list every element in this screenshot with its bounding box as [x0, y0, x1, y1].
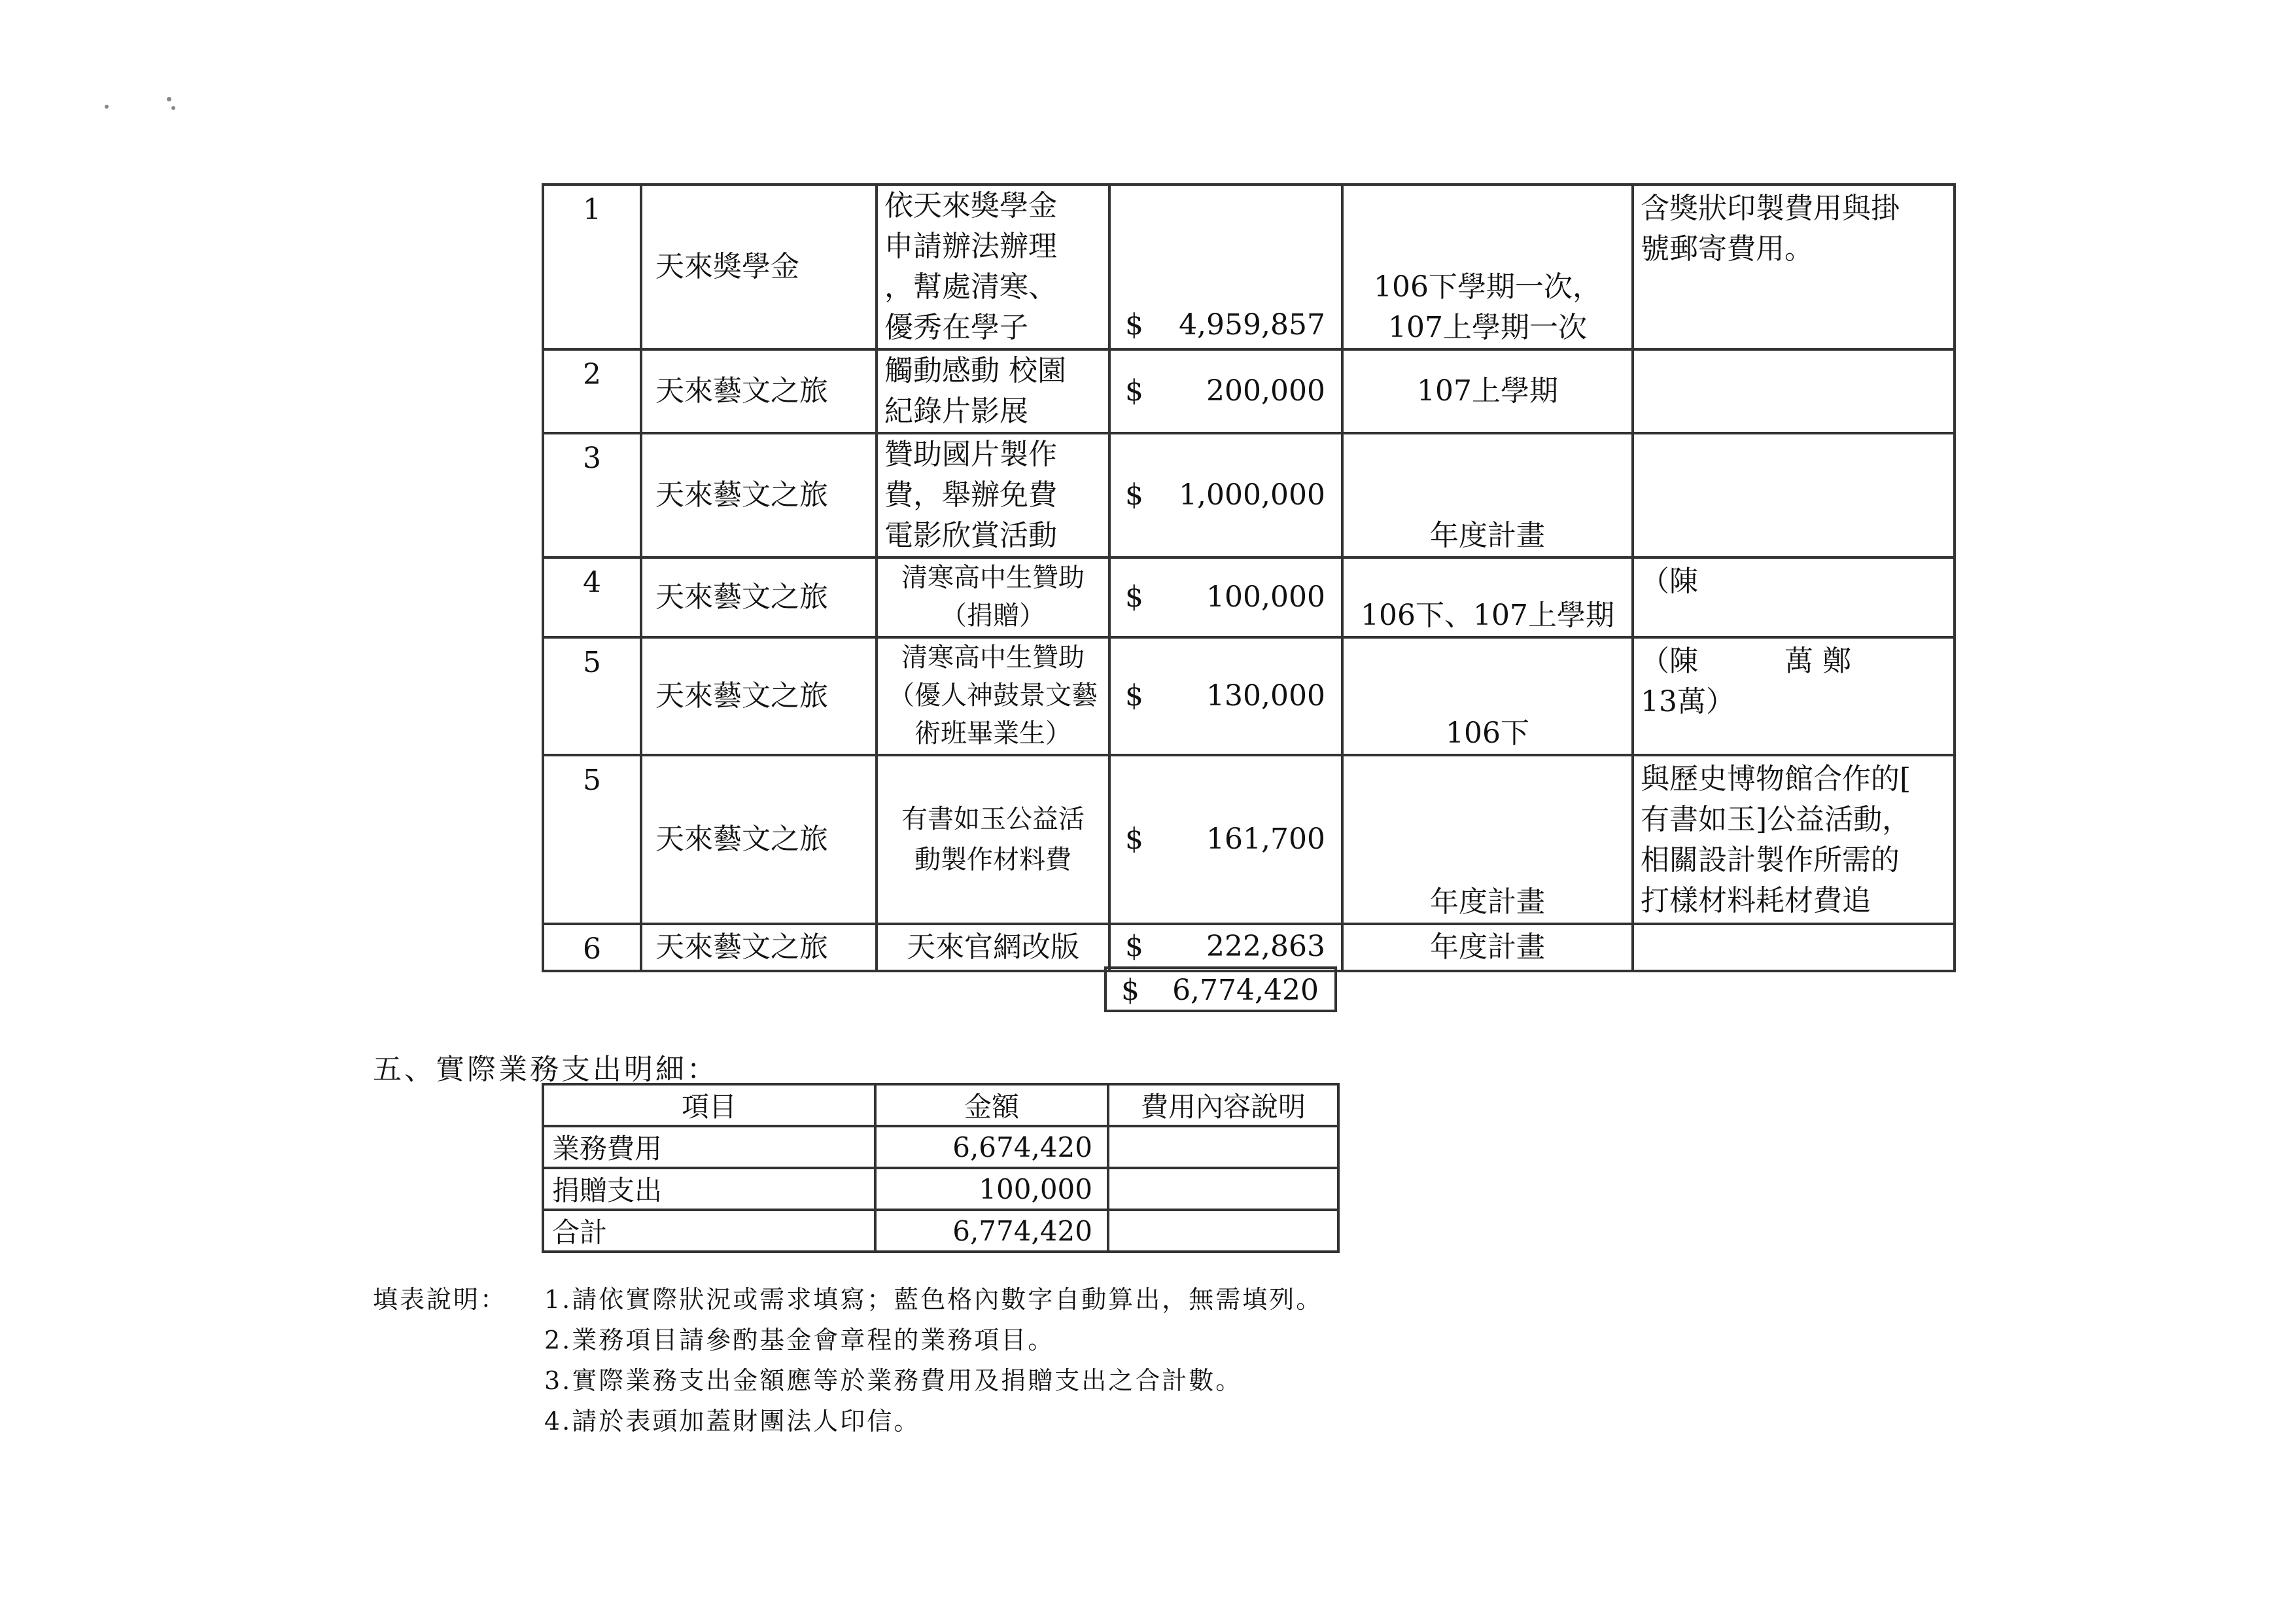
note: 含獎狀印製費用與掛 號郵寄費用。 [1633, 185, 1955, 349]
note [1633, 349, 1955, 433]
item-name: 天來藝文之旅 [641, 433, 877, 557]
note [1633, 433, 1955, 557]
expense-amount: 6,774,420 [875, 1210, 1108, 1252]
table-row [543, 1210, 1338, 1252]
instruction-item: 1.請依實際狀況或需求填寫；藍色格內數字自動算出，無需填列。 [544, 1285, 1323, 1314]
amount-value: 1,000,000 [1179, 478, 1325, 512]
instructions-label: 填表說明： [373, 1285, 508, 1314]
currency-symbol: $ [1125, 374, 1143, 408]
currency-symbol: $ [1125, 679, 1143, 713]
expense-item: 捐贈支出 [543, 1168, 875, 1210]
scan-speck [105, 105, 109, 109]
header-item: 項目 [543, 1084, 875, 1126]
row-number: 3 [543, 433, 641, 557]
instructions-list [544, 1279, 1323, 1441]
table-row [543, 1168, 1338, 1210]
expense-item: 合計 [543, 1210, 875, 1252]
currency-symbol: $ [1125, 822, 1143, 856]
expense-desc [1108, 1210, 1338, 1252]
scan-speck [167, 97, 171, 101]
instruction-item: 2.業務項目請參酌基金會章程的業務項目。 [544, 1326, 1055, 1354]
amount-cell [1109, 637, 1342, 755]
expense-desc [1108, 1126, 1338, 1168]
amount-value: 100,000 [1206, 580, 1325, 614]
item-content: 有書如玉公益活 動製作材料費 [877, 755, 1109, 924]
expense-table [542, 1083, 1340, 1253]
period: 107上學期 [1342, 349, 1633, 433]
item-content: 觸動感動 校園 紀錄片影展 [877, 349, 1109, 433]
table-row [543, 433, 1955, 557]
total-amount-box [1104, 966, 1337, 1012]
expense-amount: 100,000 [875, 1168, 1108, 1210]
item-name: 天來藝文之旅 [641, 924, 877, 971]
period: 年度計畫 [1342, 755, 1633, 924]
table-row [543, 1126, 1338, 1168]
row-number: 2 [543, 349, 641, 433]
item-name: 天來藝文之旅 [641, 637, 877, 755]
amount-value: 200,000 [1206, 374, 1325, 408]
amount-cell [1109, 755, 1342, 924]
instruction-item: 3.實際業務支出金額應等於業務費用及捐贈支出之合計數。 [544, 1366, 1243, 1395]
note [1633, 924, 1955, 971]
amount-cell [1109, 433, 1342, 557]
row-number: 6 [543, 924, 641, 971]
table-row [543, 924, 1955, 971]
currency-symbol: $ [1121, 974, 1139, 1007]
activity-table [542, 183, 1956, 972]
item-name: 天來藝文之旅 [641, 557, 877, 637]
table-row [543, 557, 1955, 637]
item-content: 依天來獎學金 申請辦法辦理 ，幫處清寒、 優秀在學子 [877, 185, 1109, 349]
table-row [543, 755, 1955, 924]
row-number: 1 [543, 185, 641, 349]
row-number: 4 [543, 557, 641, 637]
expense-item: 業務費用 [543, 1126, 875, 1168]
amount-value: 130,000 [1206, 679, 1325, 713]
period: 106下 [1342, 637, 1633, 755]
amount-value: 222,863 [1206, 930, 1325, 963]
period: 106下、107上學期 [1342, 557, 1633, 637]
amount-cell [1109, 185, 1342, 349]
instruction-item: 4.請於表頭加蓋財團法人印信。 [544, 1407, 921, 1436]
scan-speck [171, 106, 175, 110]
currency-symbol: $ [1125, 580, 1143, 614]
item-content: 清寒高中生贊助 （捐贈） [877, 557, 1109, 637]
item-name: 天來藝文之旅 [641, 349, 877, 433]
note: （陳 [1633, 557, 1955, 637]
header-desc: 費用內容說明 [1108, 1084, 1338, 1126]
row-number: 5 [543, 637, 641, 755]
note: 與歷史博物館合作的[ 有書如玉]公益活動， 相關設計製作所需的 打樣材料耗材費追 [1633, 755, 1955, 924]
note: （陳 萬 鄭 13萬） [1633, 637, 1955, 755]
amount-value: 161,700 [1206, 822, 1325, 856]
expense-amount: 6,674,420 [875, 1126, 1108, 1168]
amount-cell [1109, 557, 1342, 637]
item-name: 天來藝文之旅 [641, 755, 877, 924]
total-amount: 6,774,420 [1172, 974, 1319, 1007]
table-row [543, 185, 1955, 349]
expense-desc [1108, 1168, 1338, 1210]
currency-symbol: $ [1125, 930, 1143, 963]
row-number: 5 [543, 755, 641, 924]
currency-symbol: $ [1125, 308, 1143, 342]
amount-cell [1109, 349, 1342, 433]
item-content: 天來官網改版 [877, 924, 1109, 971]
section-title: 五、實際業務支出明細： [373, 1053, 718, 1086]
item-name: 天來獎學金 [641, 185, 877, 349]
period: 年度計畫 [1342, 433, 1633, 557]
header-amount: 金額 [875, 1084, 1108, 1126]
period: 年度計畫 [1342, 924, 1633, 971]
currency-symbol: $ [1125, 478, 1143, 512]
period: 106下學期一次， 107上學期一次 [1342, 185, 1633, 349]
amount-cell [1109, 924, 1342, 971]
table-row [543, 349, 1955, 433]
item-content: 贊助國片製作 費，舉辦免費 電影欣賞活動 [877, 433, 1109, 557]
amount-value: 4,959,857 [1179, 308, 1325, 342]
item-content: 清寒高中生贊助 （優人神鼓景文藝 術班畢業生） [877, 637, 1109, 755]
table-row [543, 637, 1955, 755]
